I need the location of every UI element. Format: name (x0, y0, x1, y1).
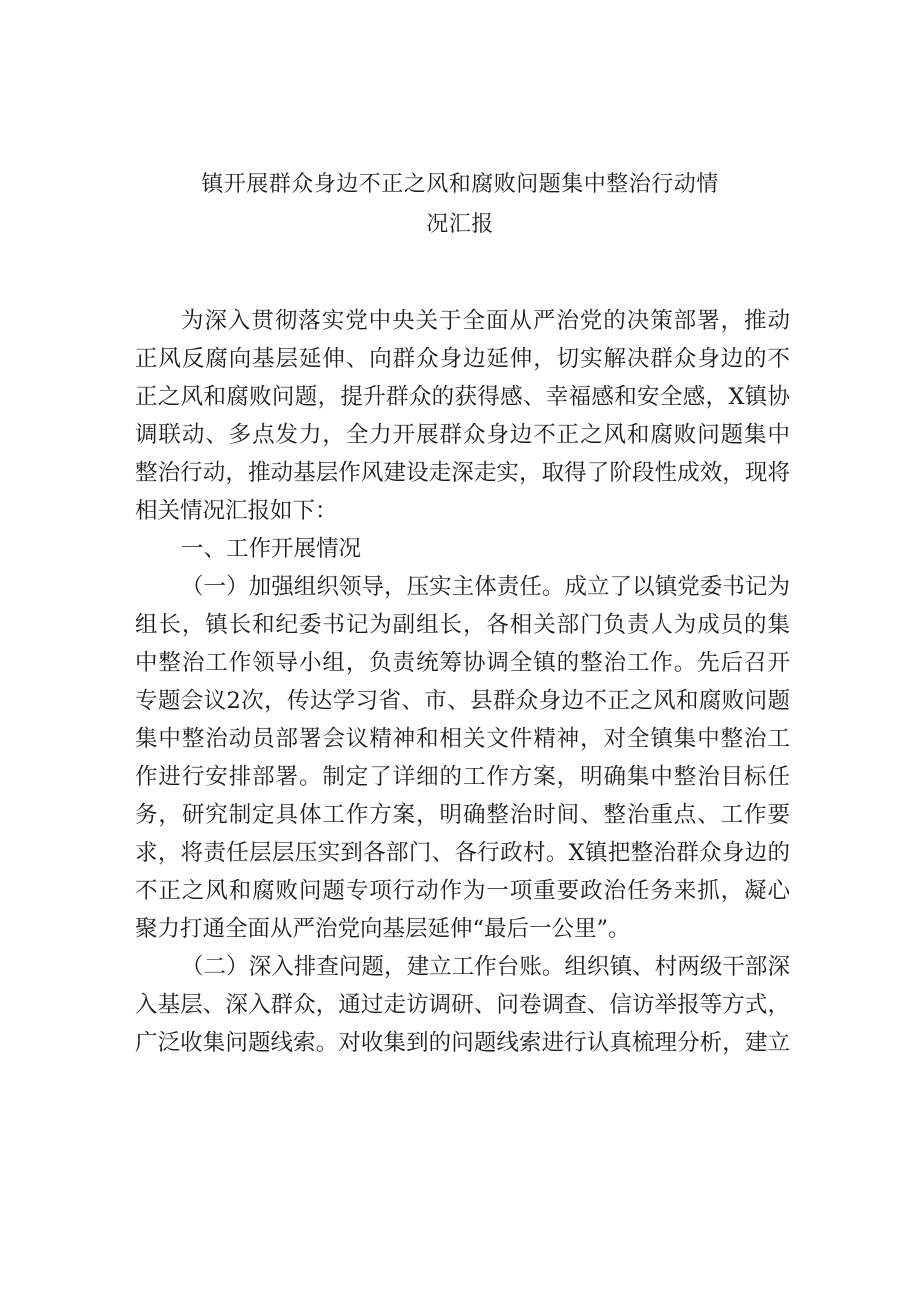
paragraph-line: 相关情况汇报如下： (135, 498, 338, 524)
paragraph-line: 中整治工作领导小组，负责统筹协调全镇的整治工作。先后召开 (135, 650, 790, 676)
document-title-line-1: 镇开展群众身边不正之风和腐败问题集中整治行动情 (201, 172, 719, 197)
document-title-line-2: 况汇报 (426, 212, 494, 237)
paragraph-line: 广泛收集问题线索。对收集到的问题线索进行认真梳理分析，建立 (135, 1030, 790, 1056)
paragraph-line: （二）深入排查问题，建立工作台账。组织镇、村两级干部深 (181, 954, 790, 980)
paragraph-line: 整治行动，推动基层作风建设走深走实，取得了阶段性成效，现将 (135, 460, 790, 486)
paragraph-line: 正风反腐向基层延伸、向群众身边延伸，切实解决群众身边的不 (135, 346, 790, 372)
paragraph-line: 为深入贯彻落实党中央关于全面从严治党的决策部署，推动 (181, 308, 790, 334)
paragraph-line: 不正之风和腐败问题专项行动作为一项重要政治任务来抓，凝心 (135, 878, 790, 904)
paragraph-line: 组长，镇长和纪委书记为副组长，各相关部门负责人为成员的集 (135, 612, 790, 638)
paragraph-line: 调联动、多点发力，全力开展群众身边不正之风和腐败问题集中 (135, 422, 790, 448)
paragraph-line: 求，将责任层层压实到各部门、各行政村。X镇把整治群众身边的 (135, 840, 790, 866)
paragraph-line: 入基层、深入群众，通过走访调研、问卷调查、信访举报等方式， (135, 992, 790, 1018)
paragraph-line: 务，研究制定具体工作方案，明确整治时间、整治重点、工作要 (135, 802, 790, 828)
section-heading: 一、工作开展情况 (181, 536, 362, 562)
paragraph-line: （一）加强组织领导，压实主体责任。成立了以镇党委书记为 (181, 574, 790, 600)
paragraph-line: 正之风和腐败问题，提升群众的获得感、幸福感和安全感，X镇协 (135, 384, 790, 410)
paragraph-line: 聚力打通全面从严治党向基层延伸“最后一公里”。 (135, 916, 631, 942)
paragraph-line: 作进行安排部署。制定了详细的工作方案，明确集中整治目标任 (135, 764, 790, 790)
paragraph-line: 集中整治动员部署会议精神和相关文件精神，对全镇集中整治工 (135, 726, 790, 752)
paragraph-line: 专题会议2次，传达学习省、市、县群众身边不正之风和腐败问题 (135, 688, 790, 714)
